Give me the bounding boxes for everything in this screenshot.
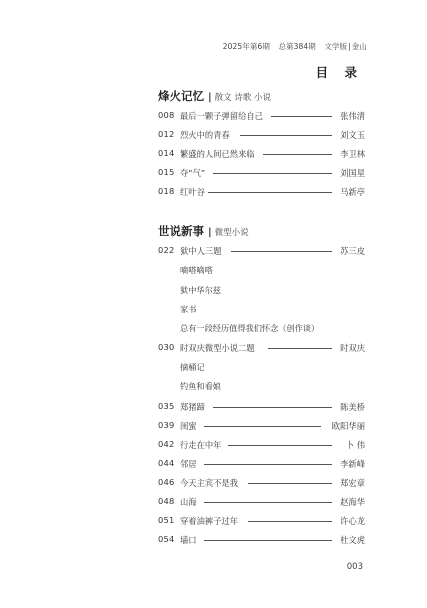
dot-leader: [228, 445, 332, 446]
dot-leader: [248, 483, 332, 484]
entry-title: 邻居: [180, 459, 197, 469]
dot-leader: [271, 116, 332, 117]
edition-label: 文学版: [324, 42, 348, 51]
entry-author: 时双庆: [340, 343, 365, 353]
entry-page-number: 046: [158, 477, 175, 487]
entry-page-number: 014: [158, 148, 175, 158]
toc-entry[interactable]: [158, 496, 365, 508]
entry-author: 刘文玉: [340, 130, 365, 140]
entry-title: 穿着油裤子过年: [180, 516, 239, 526]
dot-leader: [248, 521, 332, 522]
section-separator: |: [208, 227, 212, 238]
sub-entry-title[interactable]: 钓鱼和看娘: [180, 381, 221, 391]
toc-entry[interactable]: [158, 439, 365, 451]
entry-page-number: 012: [158, 129, 175, 139]
section-separator: |: [208, 92, 212, 103]
section-name: 世说新事: [158, 224, 204, 238]
entry-title: 郑猪蹄: [180, 402, 205, 412]
entry-title: 烈火中的青春: [180, 130, 230, 140]
dot-leader: [204, 426, 321, 427]
entry-page-number: 018: [158, 186, 175, 196]
toc-entry[interactable]: [158, 186, 365, 198]
entry-title: 闺蜜: [180, 421, 197, 431]
issue-number: 2025年第6期: [222, 42, 270, 51]
entry-page-number: 022: [158, 245, 175, 255]
entry-author: 李卫林: [340, 149, 365, 159]
edition-separator: |: [348, 42, 351, 51]
dot-leader: [268, 348, 332, 349]
entry-title: 山海: [180, 497, 197, 507]
entry-title: 最后一颗子弹留给自己: [180, 111, 263, 121]
section-genres: 微型小说: [214, 228, 249, 238]
sub-entry-title[interactable]: 总有一段经历值得我们怀念（创作谈）: [180, 323, 320, 333]
total-issue-number: 总第384期: [278, 42, 316, 51]
sub-entry-title[interactable]: 摘桶记: [180, 362, 205, 372]
city-label: 金山: [351, 42, 367, 51]
entry-author: 郑宏章: [340, 478, 365, 488]
entry-title: 行走在中年: [180, 440, 222, 450]
entry-title: 繁盛的人间已然来临: [180, 149, 255, 159]
entry-author: 杜文虎: [340, 535, 365, 545]
entry-title: 时双庆微型小说二题: [180, 343, 255, 353]
entry-page-number: 048: [158, 496, 175, 506]
entry-title: 夺“气”: [180, 168, 206, 178]
sub-entry-title[interactable]: 家书: [180, 304, 197, 314]
dot-leader: [240, 135, 332, 136]
issue-info: [223, 41, 367, 52]
entry-title: 墙口: [180, 535, 197, 545]
dot-leader: [204, 502, 332, 503]
entry-author: 许心龙: [340, 516, 365, 526]
dot-leader: [208, 192, 332, 193]
dot-leader: [204, 540, 332, 541]
section-genres: 散文 诗歌 小说: [214, 93, 272, 103]
entry-author: 刘国星: [340, 168, 365, 178]
entry-page-number: 008: [158, 110, 175, 120]
entry-author: 赵海华: [340, 497, 365, 507]
toc-entry[interactable]: [158, 148, 365, 160]
entry-author: 李新峰: [340, 459, 365, 469]
toc-entry[interactable]: [158, 477, 365, 489]
entry-author: 马新亭: [340, 187, 365, 197]
entry-page-number: 030: [158, 342, 175, 352]
toc-title: 目 录: [315, 65, 363, 80]
toc-entry[interactable]: [158, 420, 365, 432]
sub-entry-title[interactable]: 狱中华尔兹: [180, 285, 221, 295]
page-number: 003: [346, 562, 363, 572]
toc-entry[interactable]: [158, 245, 365, 257]
toc-entry[interactable]: [158, 515, 365, 527]
entry-page-number: 054: [158, 534, 175, 544]
entry-author: 张伟清: [340, 111, 365, 121]
dot-leader: [231, 251, 332, 252]
toc-entry[interactable]: [158, 401, 365, 413]
toc-entry[interactable]: [158, 129, 365, 141]
entry-title: 今天主宾不是我: [180, 478, 239, 488]
entry-author: 欧阳华丽: [331, 421, 365, 431]
sub-entry-title[interactable]: 嘀嗒嘀嗒: [180, 265, 213, 275]
dot-leader: [263, 154, 332, 155]
toc-entry[interactable]: [158, 110, 365, 122]
section-heading-1: [158, 88, 271, 104]
entry-title: 狱中人三题: [180, 246, 222, 256]
entry-author: 陈美桥: [340, 402, 365, 412]
dot-leader: [204, 464, 332, 465]
entry-page-number: 035: [158, 401, 175, 411]
toc-entry[interactable]: [158, 458, 365, 470]
toc-entry[interactable]: [158, 534, 365, 546]
entry-page-number: 044: [158, 458, 175, 468]
entry-author: 卜 伟: [345, 440, 365, 450]
entry-page-number: 042: [158, 439, 175, 449]
entry-page-number: 039: [158, 420, 175, 430]
section-name: 烽火记忆: [158, 89, 204, 103]
dot-leader: [213, 407, 332, 408]
toc-entry[interactable]: [158, 342, 365, 354]
toc-entry[interactable]: [158, 167, 365, 179]
dot-leader: [213, 173, 332, 174]
entry-page-number: 051: [158, 515, 175, 525]
entry-title: 红叶谷: [180, 187, 205, 197]
entry-page-number: 015: [158, 167, 175, 177]
section-heading-2: [158, 223, 249, 239]
entry-author: 苏三皮: [340, 246, 365, 256]
